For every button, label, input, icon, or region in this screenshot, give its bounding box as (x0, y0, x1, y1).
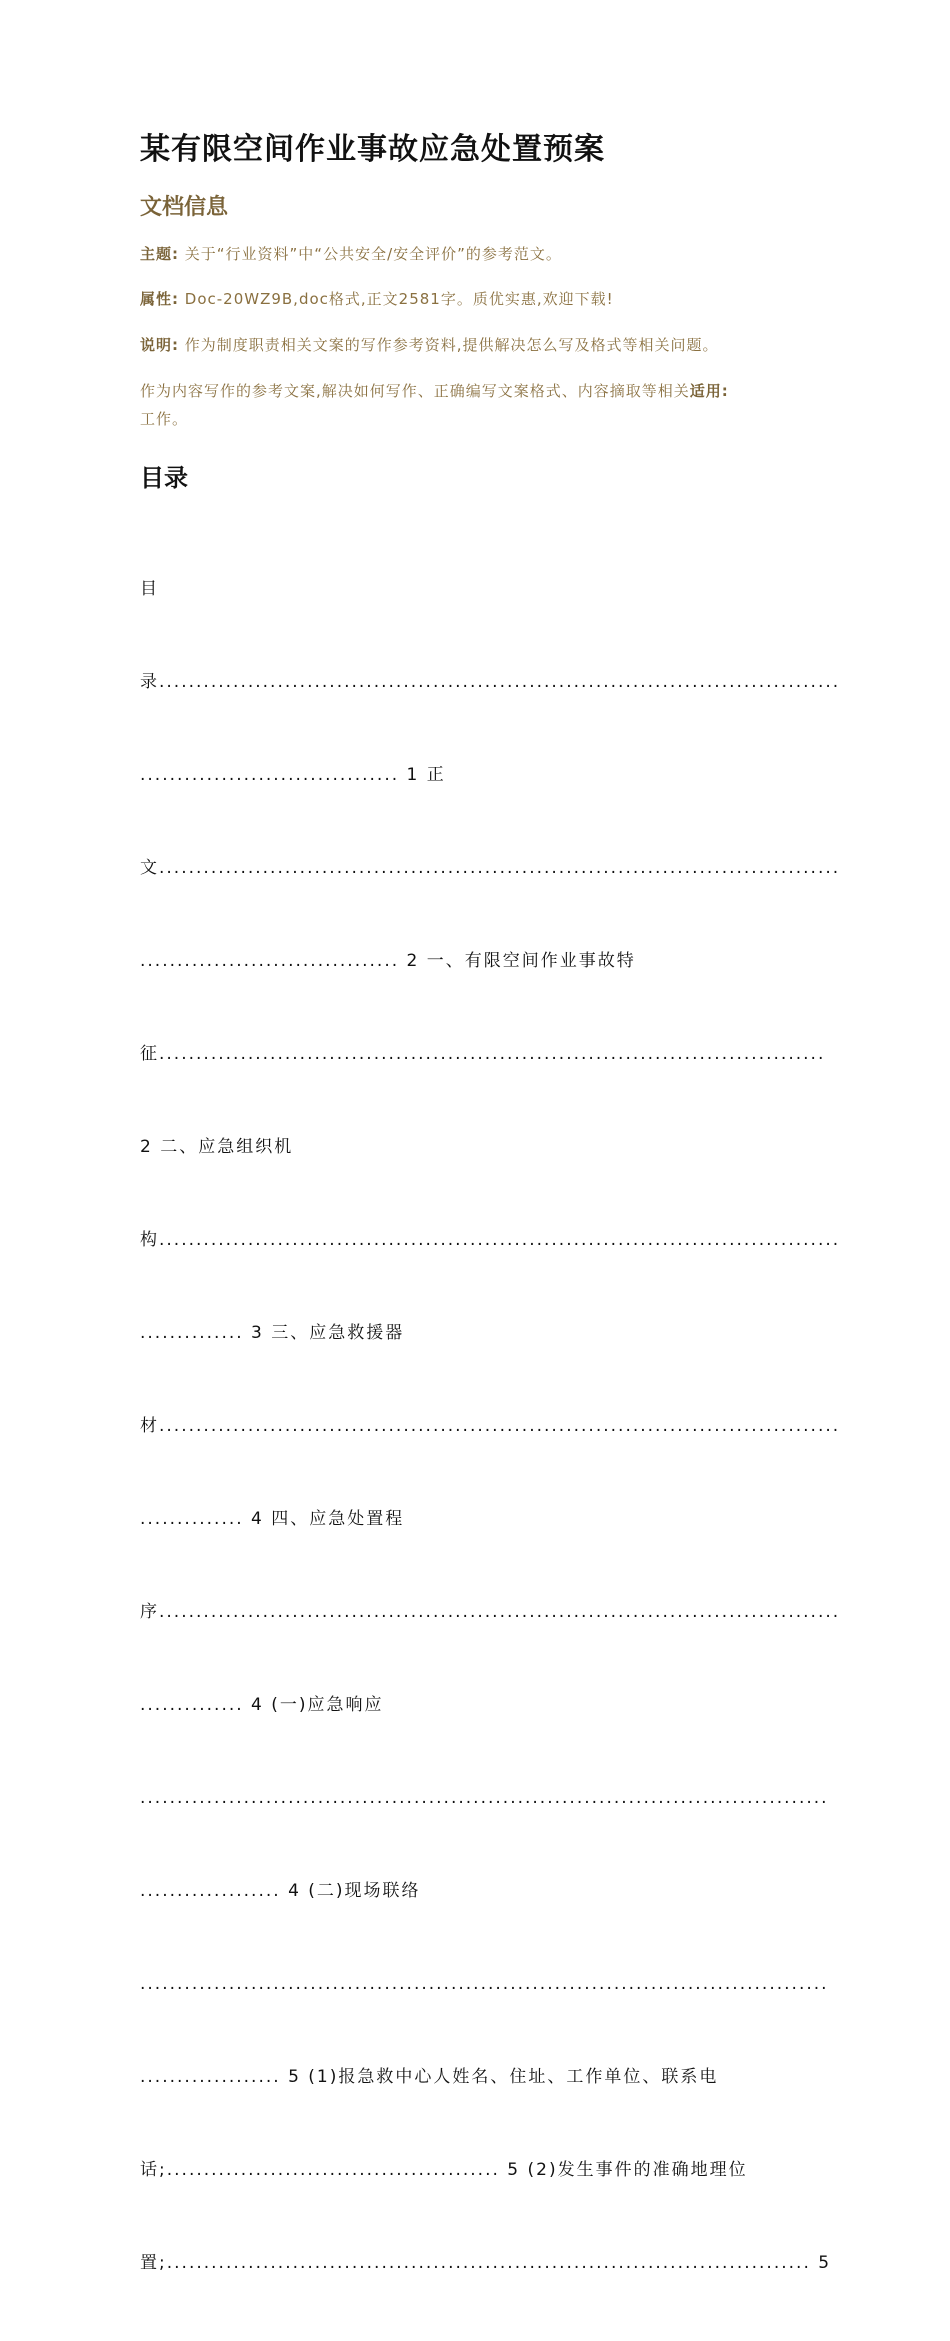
toc-line: 材............................................................................................ (140, 1416, 841, 1436)
toc-line: ............................................................................................. (140, 1788, 829, 1808)
document-title: 某有限空间作业事故应急处置预案 (140, 132, 605, 167)
toc-line: 2 二、应急组织机 (140, 1137, 294, 1157)
table-of-contents (140, 512, 841, 2341)
toc-line: ................... 4 (二)现场联络 (140, 1881, 421, 1901)
toc-line: .............. 4 四、应急处置程 (140, 1509, 405, 1529)
toc-heading: 目录 (140, 464, 188, 492)
toc-line: ................... 5 (1)报急救中心人姓名、住址、工作单位、联系电 (140, 2067, 719, 2087)
subject-text: 关于“行业资料”中“公共安全/安全评价”的参考范文。 (179, 245, 562, 263)
description-text: 作为制度职责相关文案的写作参考资料,提供解决怎么写及格式等相关问题。 (179, 336, 719, 354)
toc-line: 录............................................................................................ (140, 672, 841, 692)
toc-line: 话;............................................. 5 (2)发生事件的准确地理位 (140, 2160, 748, 2180)
document-info-heading: 文档信息 (140, 195, 229, 220)
toc-line: .............. 4 (一)应急响应 (140, 1695, 384, 1715)
subject-label: 主题: (140, 245, 179, 263)
attribute-label: 属性: (140, 290, 179, 308)
toc-line: 构............................................................................................ (140, 1230, 841, 1250)
subject-line (140, 240, 812, 268)
attribute-line (140, 285, 812, 313)
attribute-text: Doc-20WZ9B,doc格式,正文2581字。质优实惠,欢迎下载! (179, 290, 614, 308)
toc-line: 序............................................................................................ (140, 1602, 841, 1622)
toc-line: 置;....................................................................................... 5 (140, 2253, 832, 2273)
usage-label: 适用: (689, 382, 729, 400)
usage-text-2: 工作。 (140, 410, 189, 428)
toc-line: ................................... 2 一、有限空间作业事故特 (140, 951, 636, 971)
toc-line: ................................... 1 正 (140, 765, 446, 785)
description-label: 说明: (140, 336, 179, 354)
toc-line: 目 (140, 579, 159, 599)
toc-line: .............. 3 三、应急救援器 (140, 1323, 405, 1343)
toc-line: ............................................................................................. (140, 1974, 829, 1994)
usage-line (140, 377, 812, 433)
toc-line: 征.......................................................................................... (140, 1044, 826, 1064)
usage-text: 作为内容写作的参考文案,解决如何写作、正确编写文案格式、内容摘取等相关 (140, 382, 690, 400)
toc-line: 文............................................................................................ (140, 858, 841, 878)
description-line (140, 331, 812, 359)
